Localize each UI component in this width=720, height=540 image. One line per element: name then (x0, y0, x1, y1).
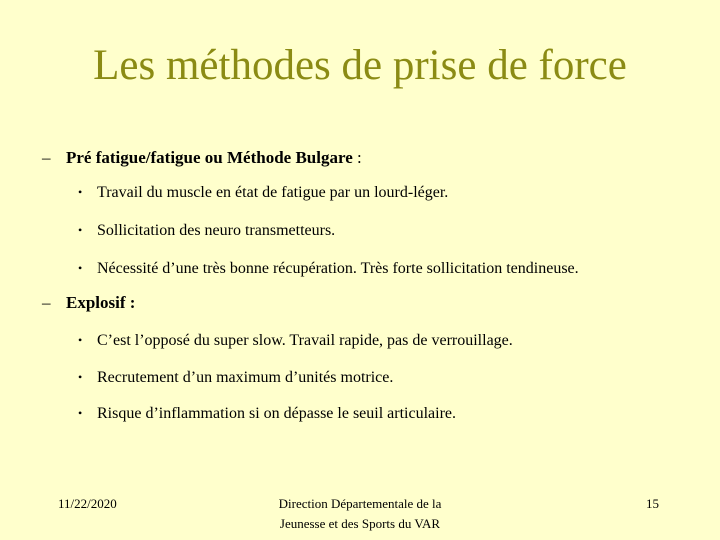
bullet-icon: • (78, 370, 83, 384)
section-heading-suffix: : (352, 148, 362, 167)
list-item (78, 219, 335, 242)
bullet-text: Risque d’inflammation si on dépasse le seuil articulaire. (97, 405, 457, 422)
section-heading-text: Pré fatigue/fatigue ou Méthode Bulgare (66, 148, 353, 167)
bullet-text: Recrutement d’un maximum d’unités motrice. (97, 369, 394, 386)
list-item (78, 366, 393, 389)
bullet-text: Travail du muscle en état de fatigue par un lourd-léger. (97, 184, 449, 201)
list-item (78, 329, 513, 352)
section-heading-bulgare (42, 147, 362, 169)
dash-marker: – (42, 148, 51, 167)
bullet-icon: • (78, 261, 83, 275)
bullet-text: Sollicitation des neuro transmetteurs. (97, 222, 336, 239)
dash-marker: – (42, 293, 51, 312)
list-item (78, 257, 579, 280)
slide-title: Les méthodes de prise de force (93, 42, 627, 89)
bullet-icon: • (78, 333, 83, 347)
bullet-text: C’est l’opposé du super slow. Travail rapide, pas de verrouillage. (97, 332, 513, 349)
list-item (78, 181, 448, 204)
bullet-icon: • (78, 223, 83, 237)
page-number: 15 (646, 496, 659, 511)
bullet-icon: • (78, 185, 83, 199)
footer-organization-line2: Jeunesse et des Sports du VAR (279, 516, 441, 531)
footer-date: 11/22/2020 (58, 496, 117, 511)
bullet-icon: • (78, 406, 83, 420)
section-heading-text: Explosif : (66, 293, 136, 312)
bullet-text: Nécessité d’une très bonne récupération. Très forte sollicitation tendineuse. (97, 260, 579, 277)
list-item (78, 402, 456, 425)
footer-organization-line1: Direction Départementale de la (278, 496, 442, 511)
section-heading-explosif (42, 292, 135, 314)
footer-organization (230, 494, 490, 534)
